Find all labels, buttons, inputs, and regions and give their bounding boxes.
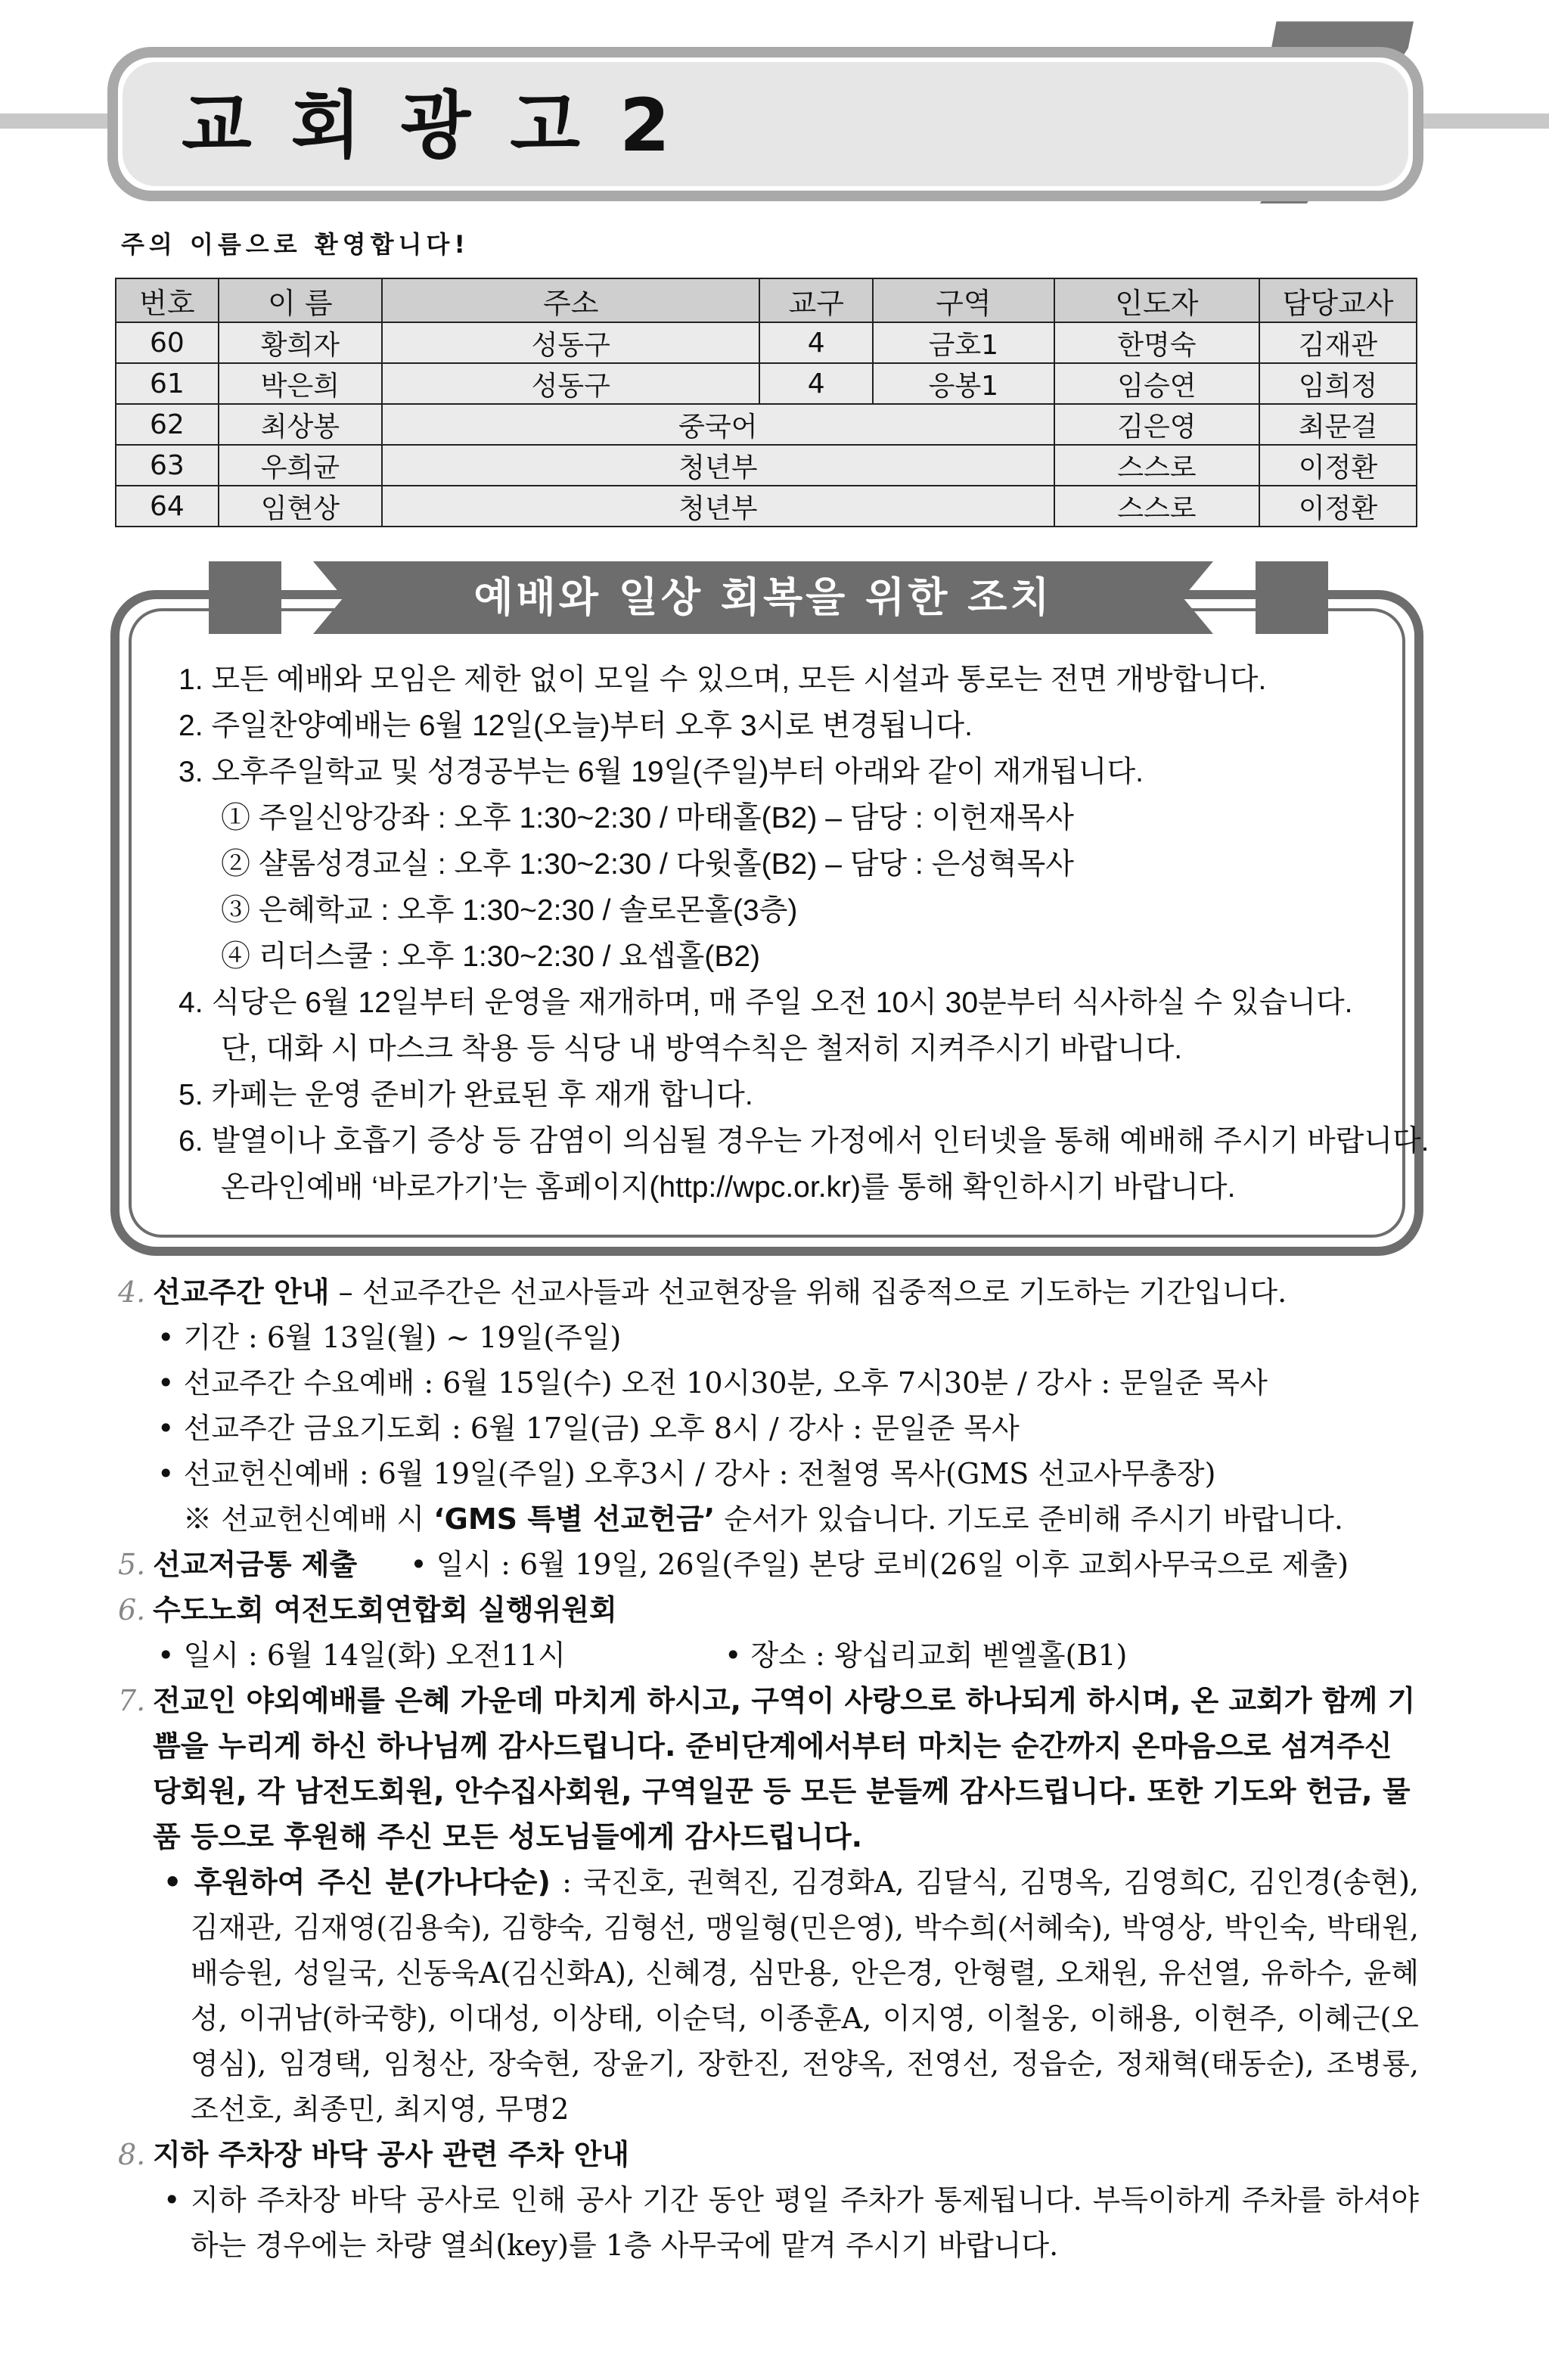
cell-guide: 김은영 [1054,404,1259,445]
notice-title: 선교저금통 제출 [153,1548,358,1581]
cell-address: 성동구 [382,322,759,363]
notice-desc: – 선교주간은 선교사들과 선교현장을 위해 집중적으로 기도하는 기간입니다. [329,1275,1287,1309]
table-header-row [116,278,1417,322]
list-item: 단, 대화 시 마스크 착용 등 식당 내 방역수칙은 철저히 지켜주시기 바랍니다. [221,1033,1183,1065]
list-item: 온라인예배 ‘바로가기’는 홈페이지(http://wpc.or.kr)를 통해 확인하시기 바랍니다. [221,1171,1236,1204]
cell-guide: 한명숙 [1054,322,1259,363]
notice-number: 5. [118,1548,146,1581]
table-row [116,404,1417,445]
cell-no: 64 [116,486,219,527]
column-header: 이 름 [219,278,382,322]
cell-name: 우희균 [219,445,382,486]
notice-8-body: • 지하 주차장 바닥 공사로 인해 공사 기간 동안 평일 주차가 통제됩니다. 부득이하게 주차를 하셔야 하는 경우에는 차량 열쇠(key)를 1층 사무국에 맡겨 주시기 바랍니다. [163,2183,1419,2262]
table-row [116,445,1417,486]
cell-address: 성동구 [382,363,759,404]
table-row [116,363,1417,404]
column-header: 번호 [116,278,219,322]
column-header: 담당교사 [1259,278,1417,322]
cell-merged: 청년부 [382,445,1054,486]
column-header: 인도자 [1054,278,1259,322]
cell-teacher: 임희정 [1259,363,1417,404]
notice-bullet: • 선교주간 금요기도회 : 6월 17일(금) 오후 8시 / 강사 : 문일준 목사 [157,1412,1020,1445]
list-item: ③ 은혜학교 : 오후 1:30~2:30 / 솔로몬홀(3층) [221,894,798,927]
notice-number: 8. [118,2138,146,2171]
notice-bullet: • 기간 : 6월 13일(월) ~ 19일(주일) [157,1321,622,1354]
list-item: 6. 발열이나 호흡기 증상 등 감염이 의심될 경우는 가정에서 인터넷을 통해 예배해 주시기 바랍니다. [178,1125,1429,1157]
sponsor-list [118,1860,1419,2132]
cell-no: 60 [116,322,219,363]
note-emphasis: ‘GMS 특별 선교헌금’ [433,1502,716,1536]
list-item: 2. 주일찬양예배는 6월 12일(오늘)부터 오후 3시로 변경됩니다. [178,710,973,742]
measures-title: 예배와 일상 회복을 위한 조치 [473,573,1053,621]
note-text: 순서가 있습니다. 기도로 준비해 주시기 바랍니다. [715,1502,1343,1536]
welcome-heading: 주의 이름으로 환영합니다! [121,230,470,259]
cell-name: 임현상 [219,486,382,527]
list-item: 3. 오후주일학교 및 성경공부는 6월 19일(주일)부터 아래와 같이 재개됩니다. [178,756,1144,788]
list-item: 4. 식당은 6월 12일부터 운영을 재개하며, 매 주일 오전 10시 30분부터 식사하실 수 있습니다. [178,986,1353,1019]
notices-section [118,1269,1419,2268]
list-item: ② 샬롬성경교실 : 오후 1:30~2:30 / 다윗홀(B2) – 담당 : 은성혁목사 [221,848,1074,881]
list-item: 5. 카페는 운영 준비가 완료된 후 재개 합니다. [178,1079,753,1111]
cell-name: 박은희 [219,363,382,404]
cell-no: 62 [116,404,219,445]
sponsor-label: • 후원하여 주신 분(가나다순) [163,1866,551,1899]
notice-bullet: • 선교주간 수요예배 : 6월 15일(수) 오전 10시30분, 오후 7시30분 / 강사 : 문일준 목사 [157,1366,1268,1400]
notice-7-text: 전교인 야외예배를 은혜 가운데 마치게 하시고, 구역이 사랑으로 하나되게 하시며, 온 교회가 함께 기쁨을 누리게 하신 하나님께 감사드립니다. 준비단계에서부터 마치는 순간까지 온마음으로 섬겨주신 당회원, 각 남전도회원, 안수집사회원, 구역일꾼 등 모든 분들께 감사드립니다. 또한 기도와 헌금, 물품 등으로 후원해 주신 모든 성도님들에게 감사드립니다. [153,1684,1416,1853]
notice-6-heading [118,1587,1419,1633]
cell-merged: 중국어 [382,404,1054,445]
table-row [116,486,1417,527]
cell-teacher: 최문걸 [1259,404,1417,445]
cell-name: 최상봉 [219,404,382,445]
cell-guide: 임승연 [1054,363,1259,404]
cell-teacher: 이정환 [1259,445,1417,486]
notice-4-heading [118,1269,1419,1315]
cell-district: 금호1 [873,322,1054,363]
notice-title: 수도노회 여전도회연합회 실행위원회 [153,1593,617,1627]
sponsor-names: : 국진호, 권혁진, 김경화A, 김달식, 김명옥, 김영희C, 김인경(송현), 김재관, 김재영(김용숙), 김향숙, 김형선, 맹일형(민은영), 박수희(서혜숙), 박영상, 박인숙, 박태원, 배승원, 성일국, 신동욱A(김신화A), 신혜경, 심만용, 안은경, 안형렬, 오채원, 유선열, 유하수, 윤혜성, 이귀남(하국향), 이대성, 이상태, 이순덕, 이종훈A, 이지영, 이철웅, 이해용, 이현주, 이혜근(오영심), 임경택, 임청산, 장숙현, 장윤기, 장한진, 전양옥, 전영선, 정읍순, 정채혁(태동순), 조병룡, 조선호, 최종민, 최지영, 무명2 [191,1866,1419,2126]
notice-bullet-row [118,1633,1419,1678]
cell-guide: 스스로 [1054,486,1259,527]
cell-parish: 4 [759,322,873,363]
notice-title: 지하 주차장 바닥 공사 관련 주차 안내 [153,2138,629,2171]
cell-merged: 청년부 [382,486,1054,527]
list-item: ① 주일신앙강좌 : 오후 1:30~2:30 / 마태홀(B2) – 담당 : 이헌재목사 [221,802,1074,834]
list-item: 1. 모든 예배와 모임은 제한 없이 모일 수 있으며, 모든 시설과 통로는 전면 개방합니다. [178,663,1267,696]
cell-teacher: 김재관 [1259,322,1417,363]
notice-5-heading [118,1542,1419,1587]
notice-bullet: • 선교헌신예배 : 6월 19일(주일) 오후3시 / 강사 : 전철영 목사(GMS 선교사무총장) [157,1457,1216,1490]
cell-teacher: 이정환 [1259,486,1417,527]
new-members-table [115,278,1417,527]
cell-no: 63 [116,445,219,486]
notice-note [118,1496,1419,1542]
notice-8-heading [118,2132,1419,2177]
measures-list [178,657,1429,1210]
notice-date: • 일시 : 6월 14일(화) 오전11시 [157,1639,566,1672]
notice-title: 선교주간 안내 [153,1275,330,1309]
note-text: ※ 선교헌신예배 시 [183,1502,434,1536]
notice-place: • 장소 : 왕십리교회 벧엘홀(B1) [725,1639,1128,1672]
notice-number: 7. [118,1684,146,1717]
cell-name: 황희자 [219,322,382,363]
cell-parish: 4 [759,363,873,404]
column-header: 주소 [382,278,759,322]
table-row [116,322,1417,363]
cell-no: 61 [116,363,219,404]
notice-number: 4. [118,1275,146,1309]
notice-7 [118,1678,1419,1860]
notice-number: 6. [118,1593,146,1627]
cell-district: 응봉1 [873,363,1054,404]
box-tab-left [209,561,281,634]
column-header: 교구 [759,278,873,322]
page-title: 교회광고2 [182,83,709,168]
cell-guide: 스스로 [1054,445,1259,486]
notice-desc: • 일시 : 6월 19일, 26일(주일) 본당 로비(26일 이후 교회사무국으로 제출) [410,1548,1349,1581]
list-item: ④ 리더스쿨 : 오후 1:30~2:30 / 요셉홀(B2) [221,940,761,973]
column-header: 구역 [873,278,1054,322]
box-tab-right [1256,561,1328,634]
